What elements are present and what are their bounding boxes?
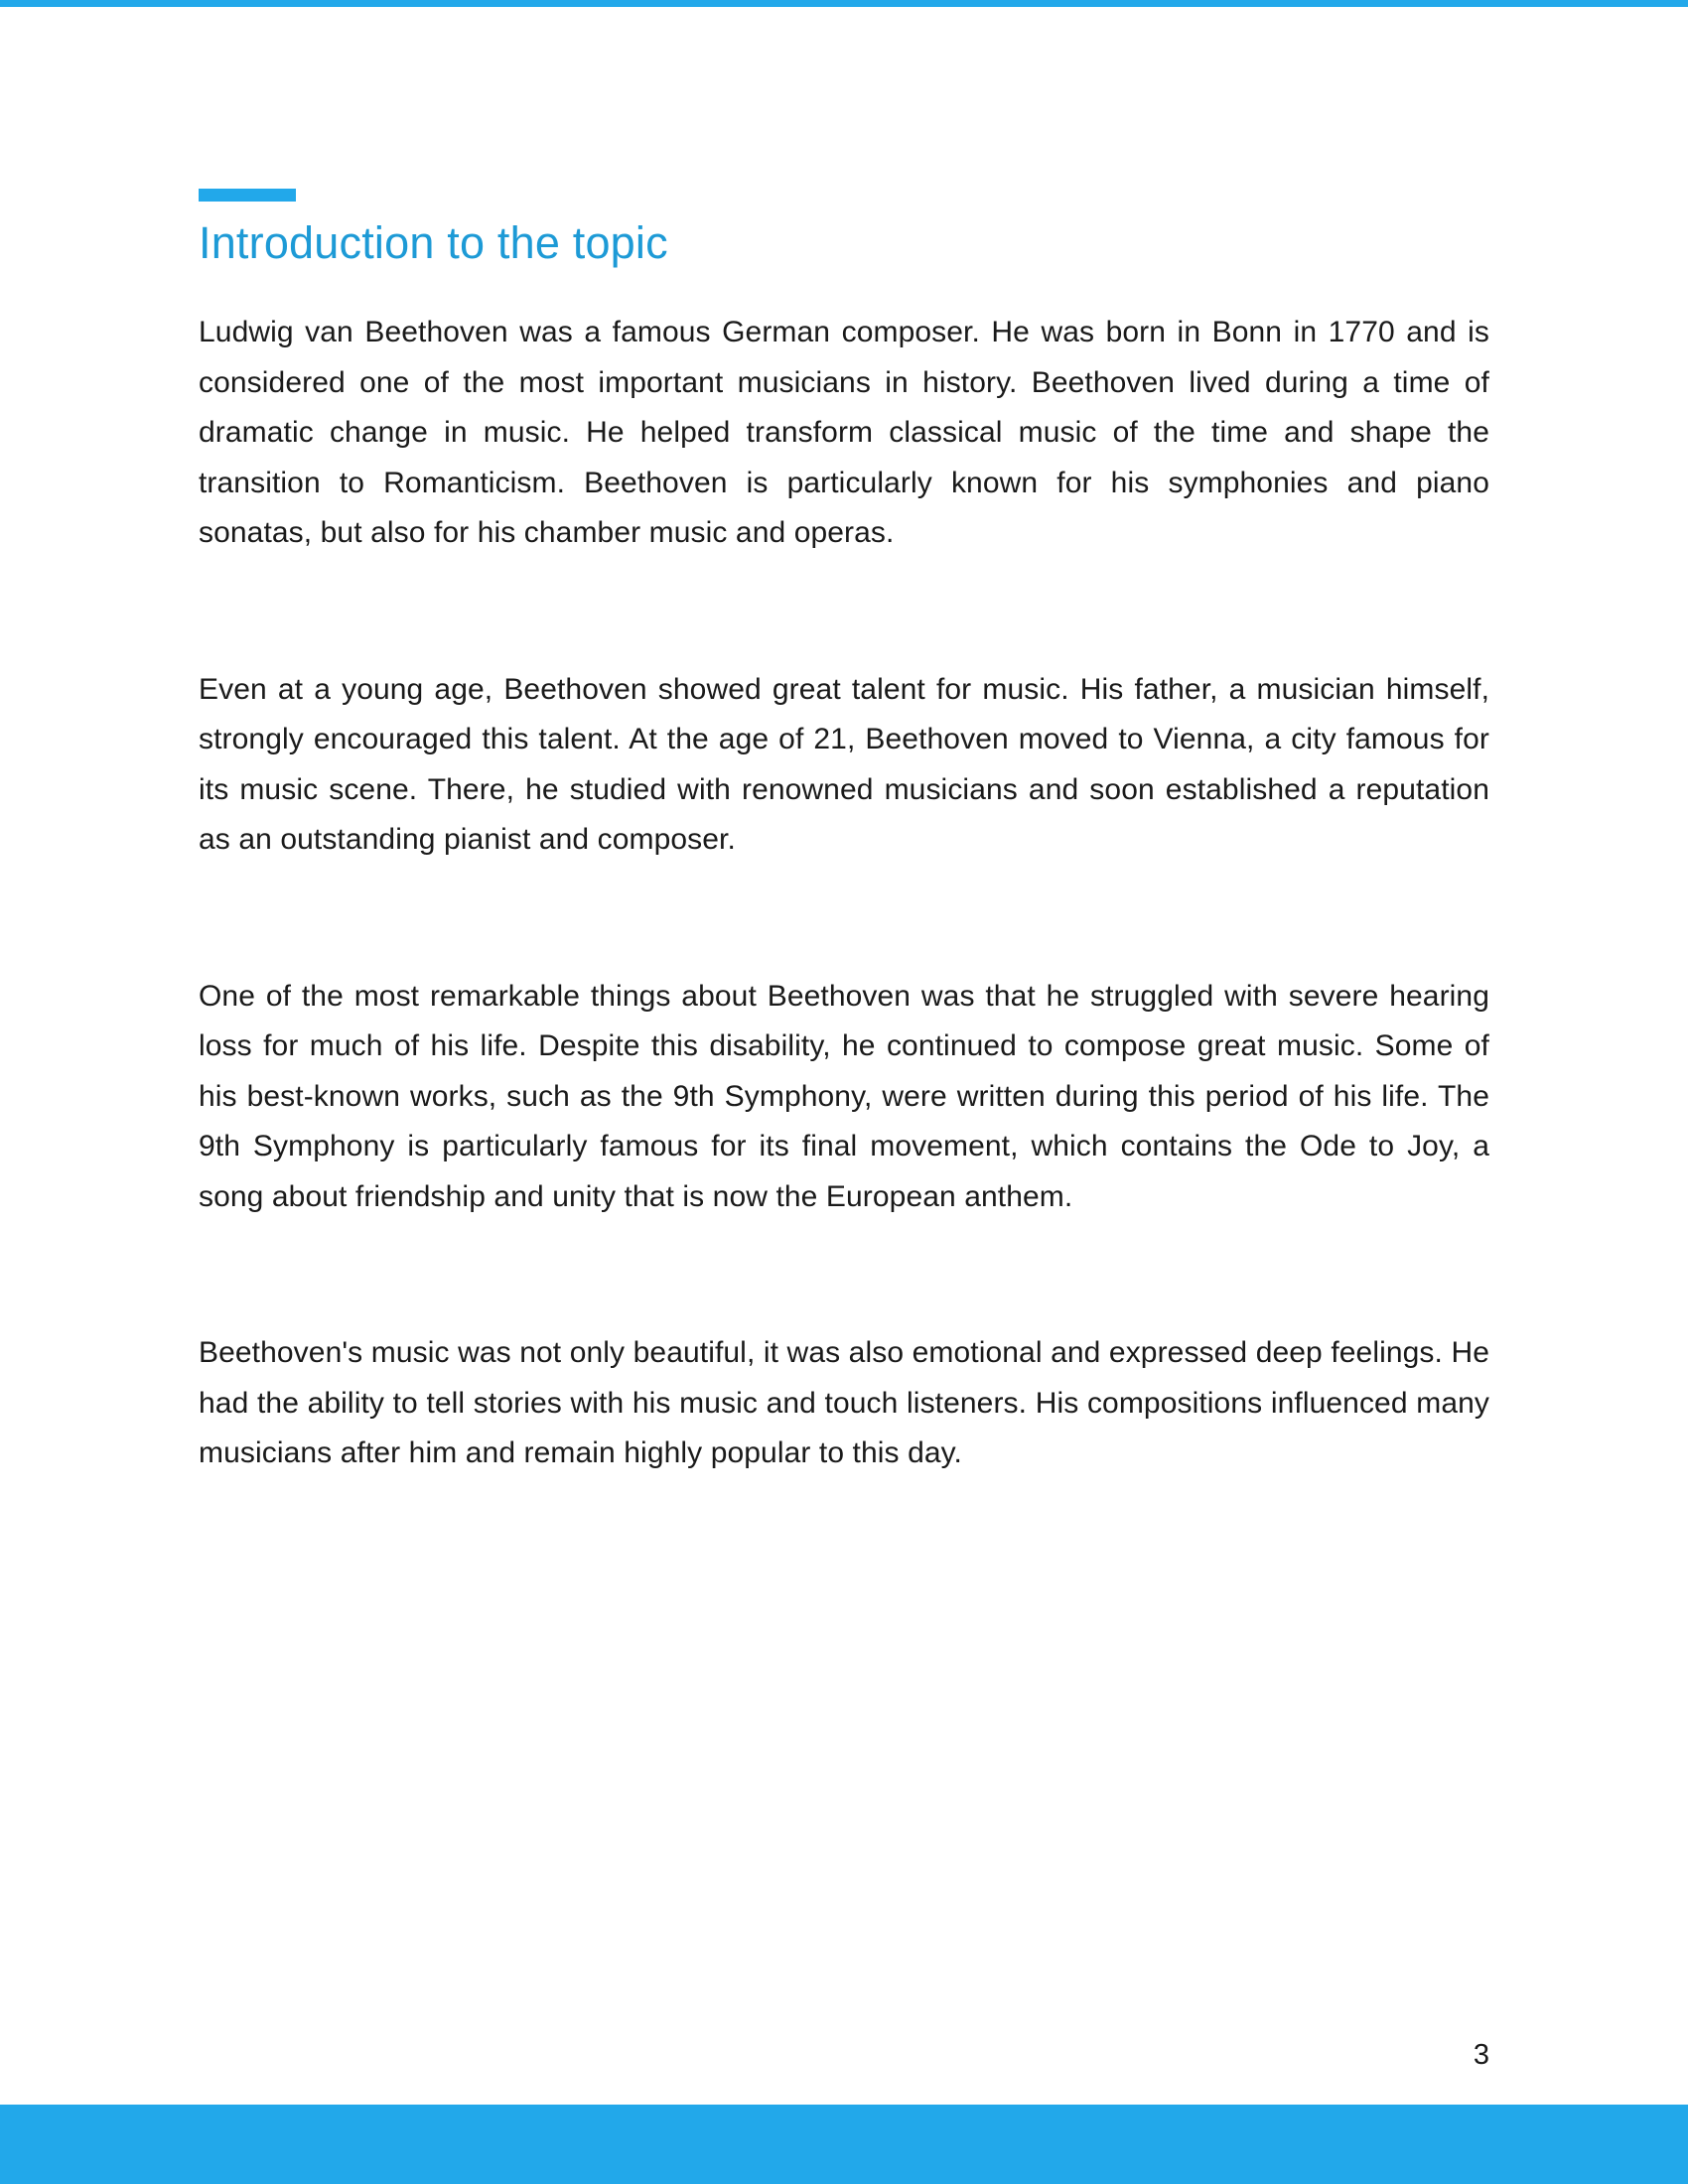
heading-accent-dash	[199, 189, 296, 202]
paragraph-1: Ludwig van Beethoven was a famous German composer. He was born in Bonn in 1770 and is considered one of the most important musicians in history. Beethoven lived during a time of dramatic change in music. He helped transform classical music of the time and shape the transition to Romanticism. Beethoven is particularly known for his symphonies and piano sonatas, but also for his chamber music and operas.	[199, 316, 1489, 549]
paragraph-3: One of the most remarkable things about Beethoven was that he struggled with severe hearing loss for much of his life. Despite this disability, he continued to compose great music. Some of his best-known works, such as the 9th Symphony, were written during this period of his life. The 9th Symphony is particularly famous for its final movement, which contains the Ode to Joy, a song about friendship and unity that is now the European anthem.	[199, 979, 1489, 1213]
bottom-accent-bar	[0, 2105, 1688, 2184]
paragraph-4: Beethoven's music was not only beautiful, it was also emotional and expressed deep feelings. He had the ability to tell stories with his music and touch listeners. His compositions influenced many musicians after him and remain highly popular to this day.	[199, 1336, 1489, 1469]
page-number: 3	[1473, 2039, 1489, 2071]
paragraph-2: Even at a young age, Beethoven showed great talent for music. His father, a musician himself, strongly encouraged this talent. At the age of 21, Beethoven moved to Vienna, a city famous for its music scene. There, he studied with renowned musicians and soon established a reputation as an outstanding pianist and composer.	[199, 672, 1489, 856]
page-content	[199, 189, 1489, 1479]
top-accent-bar	[0, 0, 1688, 7]
page-title: Introduction to the topic	[199, 217, 668, 268]
